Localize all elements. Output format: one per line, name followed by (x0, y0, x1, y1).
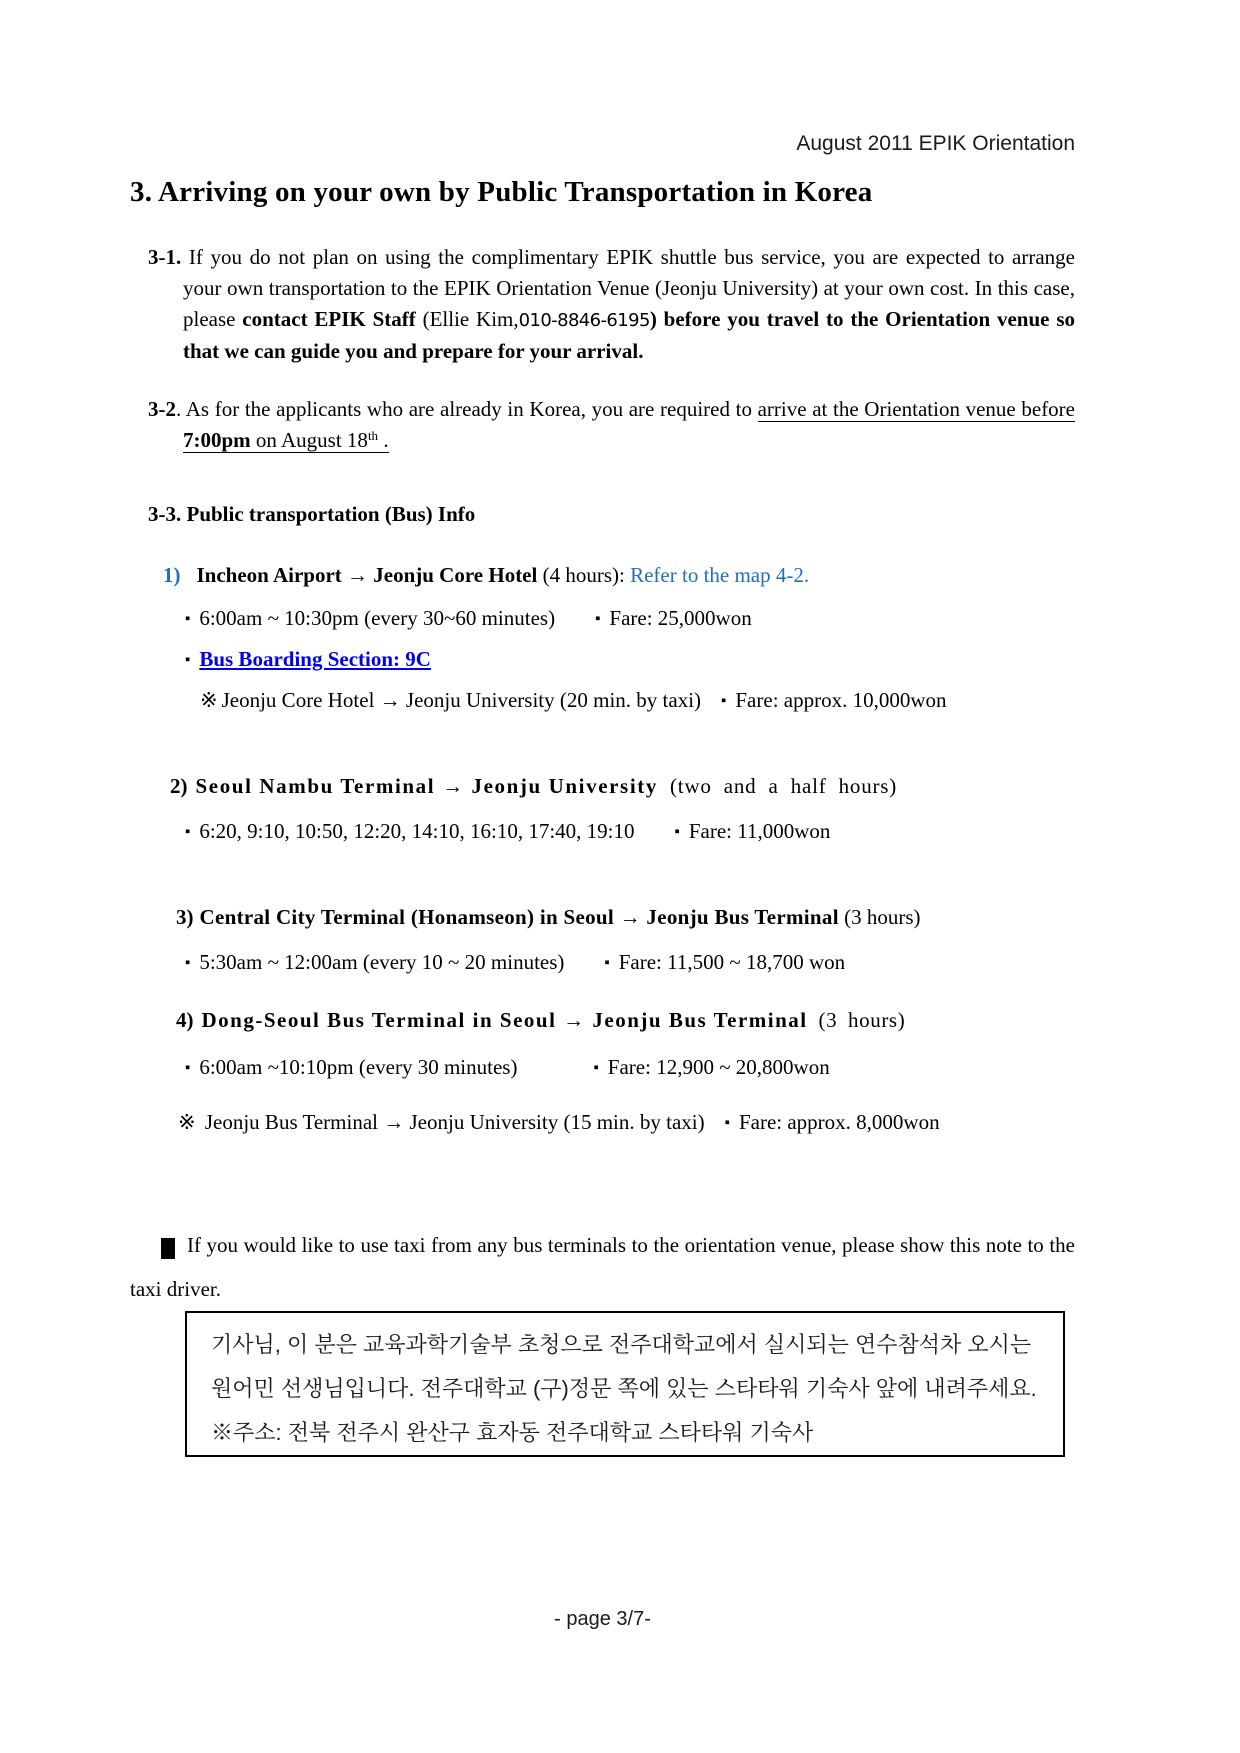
header-text: August 2011 EPIK Orientation (796, 132, 1075, 155)
bus-boarding-row (185, 647, 1075, 672)
section-3-1-text-3: ) (649, 307, 664, 331)
square-bullet-icon: ▪ (595, 611, 601, 627)
final-taxi-note-text: Jeonju Bus Terminal → Jeonju University (15 min. by taxi) (199, 1110, 705, 1134)
route-3-number: 3) (176, 905, 194, 929)
route-4-schedule: 6:00am ~10:10pm (every 30 minutes) (199, 1055, 518, 1079)
ordinal-superscript: th (367, 428, 379, 443)
route-1-duration: (4 hours): (537, 563, 631, 587)
arrival-time-bold: 7:00pm (183, 428, 251, 452)
taxi-note-icon (161, 1238, 175, 1259)
square-bullet-icon: ▪ (185, 611, 191, 627)
route-4-fare: Fare: 12,900 ~ 20,800won (607, 1055, 830, 1079)
section-3-2-label: 3-2 (148, 397, 176, 421)
route-2-number: 2) (170, 774, 188, 798)
taxi-advice-text: If you would like to use taxi from any bus terminals to the orientation venue, please show this note to the taxi driver. (130, 1233, 1075, 1301)
underlined-text-2: on August 18 (250, 428, 368, 452)
contact-epik-staff-bold: contact EPIK Staff (242, 307, 416, 331)
square-bullet-icon: ▪ (721, 693, 727, 709)
route-1-schedule-row (185, 606, 1075, 631)
square-bullet-icon: ▪ (185, 1060, 191, 1076)
route-2-heading (170, 773, 1075, 799)
route-4-title: Dong-Seoul Bus Terminal in Seoul → Jeonju Bus Terminal (201, 1008, 808, 1032)
square-bullet-icon: ▪ (185, 955, 191, 971)
route-3-title: Central City Terminal (Honamseon) in Seoul → Jeonju Bus Terminal (199, 905, 839, 929)
travel-instruction-bold: before you travel to the Orientation venue so that we can guide you and prepare for your arrival. (183, 307, 1075, 363)
route-2-schedule: 6:20, 9:10, 10:50, 12:20, 14:10, 16:10, 17:40, 19:10 (199, 819, 635, 843)
section-3-1-label: 3-1. (148, 245, 182, 269)
route-2-title: Seoul Nambu Terminal → Jeonju University (195, 774, 658, 798)
phone-number: 010-8846-6195 (518, 310, 650, 331)
section-3-2-paragraph (130, 394, 1075, 456)
route-1-number: 1) (163, 563, 181, 587)
route-1-title: Incheon Airport → Jeonju Core Hotel (196, 563, 538, 587)
route-4-duration: (3 hours) (807, 1008, 906, 1032)
section-3-3-heading: 3-3. Public transportation (Bus) Info (148, 502, 476, 526)
route-4-number: 4) (176, 1008, 194, 1032)
page-title: 3. Arriving on your own by Public Transportation in Korea (130, 176, 873, 208)
route-3-fare: Fare: 11,500 ~ 18,700 won (618, 950, 846, 974)
reference-mark-icon: ※ (200, 688, 218, 712)
square-bullet-icon: ▪ (185, 652, 191, 668)
square-bullet-icon: ▪ (724, 1115, 730, 1131)
map-reference-link[interactable]: Refer to the map 4-2. (630, 563, 810, 587)
route-1-fare: Fare: 25,000won (609, 606, 752, 630)
taxi-driver-note-box (185, 1311, 1065, 1457)
taxi-advice-paragraph (130, 1223, 1075, 1311)
route-3-schedule-row (185, 950, 1075, 975)
section-3-2-text-1: . As for the applicants who are already in Korea, you are required to (176, 397, 758, 421)
route-2-schedule-row (185, 819, 1075, 844)
page-footer (130, 1607, 1075, 1631)
route-1-taxi-fare: Fare: approx. 10,000won (735, 688, 947, 712)
underlined-text-3: . (378, 428, 389, 452)
section-3-1-text-1: If you do not plan on using the complimentary EPIK shuttle bus service, you are expected to arrange your own transportation to the EPIK Orientation Venue (Jeonju University) at your own cost. In this case, please (181, 245, 1075, 331)
section-3-1-text-2: (Ellie Kim, (415, 307, 519, 331)
final-taxi-note-fare: Fare: approx. 8,000won (738, 1110, 940, 1134)
reference-mark-icon: ※ (178, 1110, 196, 1134)
route-4-heading (176, 1007, 1075, 1033)
route-4-schedule-row (185, 1055, 1075, 1080)
korean-note-line-2: 원어민 선생님입니다. 전주대학교 (구)정문 쪽에 있는 스타타워 기숙사 앞에 내려주세요. (211, 1376, 1037, 1401)
square-bullet-icon: ▪ (674, 824, 680, 840)
footer-text: - page 3/7- (554, 1608, 651, 1630)
route-1-taxi-note-row (200, 688, 1075, 713)
square-bullet-icon: ▪ (185, 824, 191, 840)
route-1-heading (163, 562, 1075, 588)
section-3-1-paragraph (130, 242, 1075, 367)
korean-note-line-1: 기사님, 이 분은 교육과학기술부 초청으로 전주대학교에서 실시되는 연수참석차 오시는 (211, 1332, 1032, 1357)
route-3-schedule: 5:30am ~ 12:00am (every 10 ~ 20 minutes) (199, 950, 565, 974)
route-1-schedule: 6:00am ~ 10:30pm (every 30~60 minutes) (199, 606, 556, 630)
route-2-duration: (two and a half hours) (657, 774, 898, 798)
final-taxi-note-row (178, 1110, 1075, 1135)
route-2-fare: Fare: 11,000won (688, 819, 831, 843)
underlined-text-1: arrive at the Orientation venue before (757, 397, 1075, 421)
page-header (130, 133, 1075, 155)
korean-note-line-3: ※주소: 전북 전주시 완산구 효자동 전주대학교 스타타워 기숙사 (211, 1420, 814, 1445)
bus-boarding-section-link[interactable]: Bus Boarding Section: 9C (199, 647, 431, 671)
square-bullet-icon: ▪ (604, 955, 610, 971)
route-1-taxi-note: Jeonju Core Hotel → Jeonju University (20 min. by taxi) (221, 688, 702, 712)
route-3-heading (176, 904, 1075, 930)
route-3-duration: (3 hours) (838, 905, 921, 929)
square-bullet-icon: ▪ (593, 1060, 599, 1076)
